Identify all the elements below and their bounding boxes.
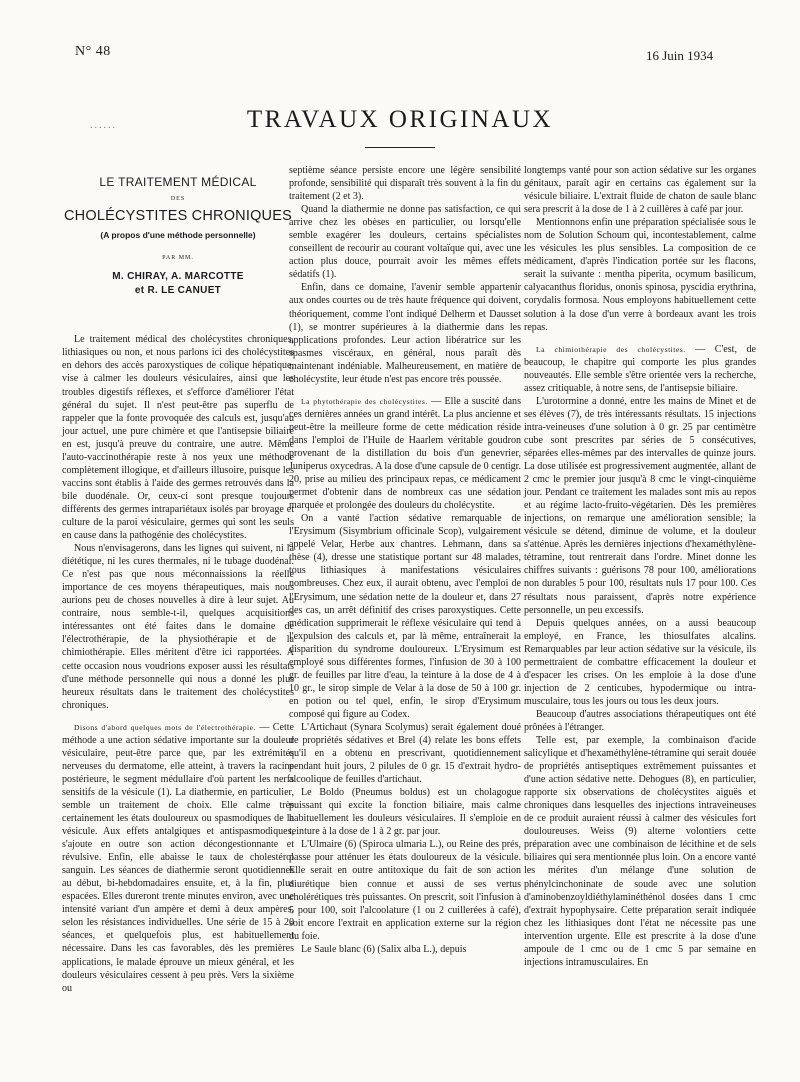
paragraph: Le Boldo (Pneumus boldus) est un cholagogue puissant qui excite la fonction biliaire, mais calme habituellement les douleurs vésiculaires. Il s'emploie en teinture à la dose de 1 à 2 gr. par jour. xyxy=(289,787,521,838)
article-par: PAR MM. xyxy=(162,255,194,262)
paragraph: Telle est, par exemple, la combinaison d'acide salicylique et d'hexaméthylène-tétramine qui serait douée de propriétés antiseptiques extrêmement puissantes et d'une action sédative nette. Dehogues (8), en particulier, rapporte six observations de cholécystites aiguës et chroniques dans lesquelles des injections intraveineuses de ce produit auraient réussi à calmer des vésicules fort douloureuses. Weiss (9) alterne volontiers cette préparation avec une combinaison de lécithine et de sels biliaires qui sera mentionnée plus loin. On a encore vanté les mérites d'un mélange d'une solution de phénylcinchoninate de soude avec une solution d'aminobenzoyldiéthylaminéthénol dosées dans 1 cmc d'extrait hypophysaire. Cette préparation serait indiquée chez les lithiasiques dont l'état ne nécessite pas une intervention urgente. Elle est prescrite à la dose d'une ampoule de 1 cmc ou de 1 cmc 5 par semaine en injections intramusculaires. En xyxy=(524,735,756,968)
paragraph xyxy=(524,343,756,395)
section-head-chemotherapy: La chimiothérapie des cholécystites. xyxy=(536,344,686,354)
paragraph: longtemps vanté pour son action sédative sur les organes génitaux, paraît agir en certains cas également sur la vésicule biliaire. L'extrait fluide de chaton de saule blanc sera prescrit à la dose de 1 à 2 cuillères à café par jour. xyxy=(524,165,756,216)
paragraph: L'urotormine a donné, entre les mains de Minet et de ses élèves (7), de très intéressants résultats. 15 injections intra-veineuses d'une solution à 0 gr. 25 par centimètre cube sont prescrites par séries de 5 consécutives, séparées elles-mêmes par des intervalles de quinze jours. La dose utilisée est progressivement augmentée, allant de 2 cmc le premier jour jusqu'à 8 cmc le vingt-cinquième jour. Pendant ce traitement les malades sont mis au repos et au régime lacto-fruito-végétarien. Dès les premières injections, on remarque une amélioration sensible; la vésicule se détend, diminue de volume, et la douleur s'atténue. Après les dernières injections d'hexaméthylène-tétramine, tout rentrerait dans l'ordre. Minet donne les chiffres suivants : guérisons 78 pour 100, améliorations non durables 5 pour 100, résultats nuls 17 pour 100. Ces résultats nous paraissent, d'après notre expérience personnelle, un peu excessifs. xyxy=(524,395,756,616)
section-head-phytotherapy: La phytothérapie des cholécystites. xyxy=(301,396,428,406)
paragraph: L'Ulmaire (6) (Spiroca ulmaria L.), ou Reine des prés, passe pour atténuer les états douloureux de la vésicule. Elle serait en outre antitoxique du fait de son action diurétique bien connue et aussi de ses vertus cholérétiques très puissantes. On prescrit, soit l'infusion à 5 pour 100, soit l'alcoolature (1 ou 2 cuillerées à café), soit encore l'extrait en application externe sur la région du foie. xyxy=(289,839,521,942)
paragraph: Mentionnons enfin une préparation spécialisée sous le nom de Solution Schoum qui, incontestablement, calme les vésicules les plus sensibles. La composition de ce médicament, d'après l'indication portée sur les flacons, serait la suivante : mentha piperita, ocymum basilicum, calyacanthus floridus, ononis spinosa, pyscidia erythrina, corydalis formosa. Nous employons habituellement cette solution à la dose d'un verre à bordeaux avant les trois repas. xyxy=(524,217,756,333)
paragraph: On a vanté l'action sédative remarquable de l'Erysimum (Sisymbrium officinale Scop), vulgairement appelé Velar, Herbe aux chantres. Lehmann, dans sa thèse (4), dresse une statistique portant sur 48 malades, tous lithiasiques à manifestations vésiculaires nombreuses. Chez eux, il aurait obtenu, avec l'emploi de l'Erysimum, une sédation nette de la douleur et, dans 27 des cas, un arrêt définitif des crises paroxystiques. Cette médication supprimerait le réflexe vésiculaire qui tend à l'expulsion des calculs et, par là même, entraînerait la disparition du syndrome douloureux. L'Erysimum est employé sous différentes formes, l'infusion de 30 à 100 gr. de feuilles par litre d'eau, la teinture à la dose de 4 à 10 gr., le sirop simple de Velar à la dose de 50 à 100 gr. en potion ou tel quel, enfin, le sirop d'Erysimum composé qui figure au Codex. xyxy=(289,513,521,720)
column-3 xyxy=(524,164,756,969)
section-title: TRAVAUX ORIGINAUX xyxy=(246,106,554,133)
paragraph: Depuis quelques années, on a aussi beaucoup employé, en France, les thiosulfates alcalins. Remarquables par leur action sédative sur la vésicule, ils permettraient de combattre efficacement la douleur et d'espacer les crises. On les emploie à la dose d'une injection de 2 centicubes, hypodermique ou intra-musculaire, tous les jours ou tous les deux jours. xyxy=(524,617,756,707)
title-rule xyxy=(365,147,435,148)
paragraph-text: — C'est, de beaucoup, le chapitre qui comporte les plus grandes nouveautés. Elle semble s'être orientée vers la recherche, assez critiquable, à notre sens, de l'antisepsie biliaire. xyxy=(524,343,756,394)
article-title-line2: CHOLÉCYSTITES CHRONIQUES xyxy=(64,208,292,225)
paragraph xyxy=(289,395,521,512)
article-authors-1: M. CHIRAY, A. MARCOTTE xyxy=(112,271,244,283)
paragraph xyxy=(62,721,294,995)
issue-number: N° 48 xyxy=(75,44,111,59)
article-heading xyxy=(62,176,294,297)
article-title-line1: LE TRAITEMENT MÉDICAL xyxy=(99,175,257,189)
issue-date: 16 Juin 1934 xyxy=(646,48,714,63)
paragraph-text: — Elle a suscité dans ces dernières années un grand intérêt. La plus ancienne et peut-être la meilleure forme de cette médication réside dans l'emploi de l'Huile de Haarlem véritable goudron provenant de la distillation du bois d'un genevrier, Juniperus oxycedras. A la dose d'une capsule de 0 centigr. 20, prise au milieu des principaux repas, ce médicament permet d'obtenir dans de nombreux cas une sédation marquée et prolongée des douleurs du cholécystite. xyxy=(289,395,521,512)
paragraph: Enfin, dans ce domaine, l'avenir semble appartenir aux ondes courtes ou de très haute fréquence qui doivent, théoriquement, comme l'ont indiqué Delherm et Dausset (1), se montrer supérieures à la diathermie dans les applications profondes. Leur action libératrice sur les spasmes viscéraux, en général, nous paraît dès maintenant indéniable. Malheureusement, en matière de cholécystite, leur étude n'est pas encore très poussée. xyxy=(289,282,521,385)
paragraph: Le Saule blanc (6) (Salix alba L.), depuis xyxy=(301,943,467,955)
paragraph-text: — Cette méthode a une action sédative importante sur la douleur vésiculaire, peut-être parce que, par les extrémités nerveuses du dermatome, elle atteint, à travers la racine postérieure, le segment médullaire d'où partent les nerfs sensitifs de la vésicule (1). La diathermie, en particulier, semble un traitement de choix. Elle calme très certainement les états douloureux ou spasmodiques de la vésicule. Aux effets antalgiques et antispasmodiques, s'ajoute en outre son action décongestionnante et révulsive. Enfin, elle abaisse le taux de cholestérol sanguin. Les séances de diathermie seront quotidiennes au début, bi-hebdomadaires ensuite, et, à la fin, plus espacées. Elles dureront trente minutes environ, avec une intensité variant d'un ampère et demi à deux ampères, selon les résistances individuelles. Une série de 15 à 20 séances, et quelquefois plus, est habituellement nécessaire. Dans les cas favorables, dès les premières applications, le malade éprouve un mieux général, et les douleurs vésiculaires cessent à peu près. Vers la sixième ou xyxy=(62,721,294,994)
paragraph: septième séance persiste encore une légère sensibilité profonde, sensibilité qui disparaît très souvent à la fin du traitement (2 et 3). xyxy=(289,165,521,203)
section-head-electrotherapy: Disons d'abord quelques mots de l'électrothérapie. xyxy=(74,722,256,732)
article-authors-2: et R. LE CANUET xyxy=(134,285,222,297)
dots-mark: ...... xyxy=(90,120,117,131)
column-1 xyxy=(62,162,294,995)
paragraph: Nous n'envisagerons, dans les lignes qui suivent, ni la diététique, ni les cures thermales, ni le tubage duodénal. Ce n'est pas que nous méconnaissions la réelle importance de ces moyens thérapeutiques, mais nous aurions peu de choses nouvelles à dire à leur sujet. Au contraire, nous semble-t-il, quelques acquisitions intéressantes ont été faites dans le domaine de l'électrothérapie, de la physiothérapie et de la chimiothérapie. Elles méritent d'être ici rapportées. A cette occasion nous voudrions exposer aussi les résultats d'une méthode personnelle qui nous a donné les plus heureux résultats dans le traitement des cholécystites chroniques. xyxy=(62,543,294,711)
paragraph: Quand la diathermie ne donne pas satisfaction, ce qui arrive chez les obèses en particulier, ou lorsqu'elle semble exagérer les douleurs, certains spécialistes conseillent de recourir au courant voltaïque qui, avec une action plus douce, pourrait avoir les mêmes effets sédatifs (1). xyxy=(289,204,521,281)
article-subtitle: (A propos d'une méthode personnelle) xyxy=(100,230,256,241)
article-title-des: DES xyxy=(170,196,186,203)
paragraph: Beaucoup d'autres associations thérapeutiques ont été prônées à l'étranger. xyxy=(524,708,756,733)
column-2 xyxy=(289,164,521,956)
paragraph: L'Artichaut (Synara Scolymus) serait également doué de propriétés sédatives et Brel (4) relate les bons effets qu'il en a obtenu en prescrivant, quotidiennement pendant huit jours, 2 pilules de 0 gr. 15 d'extrait hydro-alcoolique de feuilles d'artichaut. xyxy=(289,721,521,786)
paragraph: Le traitement médical des cholécystites chroniques, lithiasiques ou non, et nous parlons ici des cholécystites en dehors des accès paroxystiques de colique hépatique, vise à calmer les douleurs vésiculaires, ainsi que les troubles digestifs réflexes, et s'efforce d'améliorer l'état général du sujet. Il n'est peut-être pas superflu de rappeler que la fonte provoquée des calculs est, jusqu'au jour actuel, une pure chimère et que l'antisepsie biliaire en est, jusqu'à preuve du contraire, une autre. Même l'auto-vaccinothérapie reste à nos yeux une méthode complètement illogique, et d'ailleurs illusoire, puisque les vaccins sont établis à l'aide des germes retrouvés dans la bile duodénale. Or, ceux-ci sont presque toujours différents des germes intrapariétaux isolés par broyage et culture de la paroi vésiculaire, germes qui sont les seuls en cause dans la pathogénie des cholécystites. xyxy=(62,334,294,542)
